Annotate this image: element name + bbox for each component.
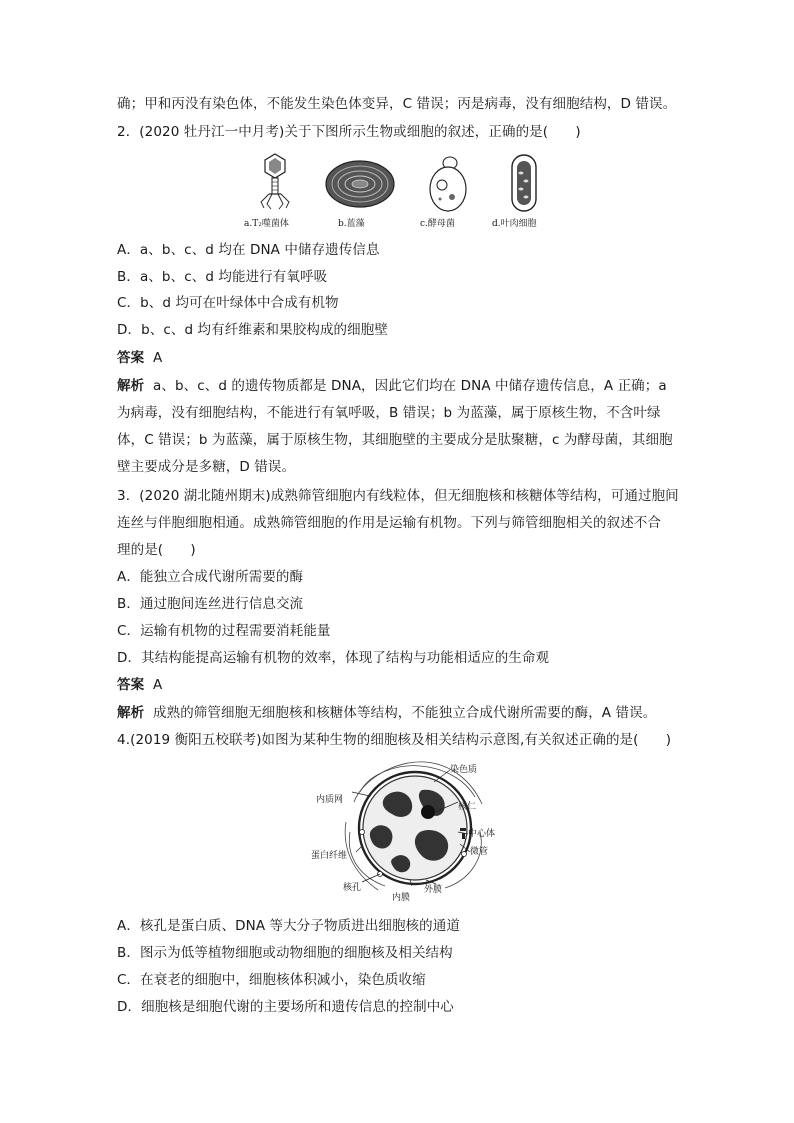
figure-label-a: a.T₂噬菌体 [244,219,289,229]
label-chromatin: 染色质 [450,765,478,775]
label-inner-membrane: 内膜 [392,893,411,903]
explanation-2-line-1 [117,377,667,395]
option-2b: B．a、b、c、d 均能进行有氧呼吸 [117,269,328,285]
leaf-cell-drawing [509,153,539,213]
option-2a: A．a、b、c、d 均在 DNA 中储存遗传信息 [117,242,380,258]
explanation-text: 成熟的筛管细胞无细胞核和核糖体等结构，不能独立合成代谢所需要的酶，A 错误。 [153,705,657,721]
explanation-2-line-3: 体，C 错误；b 为蓝藻，属于原核生物，其细胞壁的主要成分是肽聚糖，c 为酵母菌，其细胞 [117,432,673,448]
option-3a: A．能独立合成代谢所需要的酶 [117,569,304,585]
answer-value: A [153,350,163,366]
label-centrosome: 中心体 [468,829,496,839]
answer-label: 答案 [117,350,145,366]
answer-3 [117,676,162,694]
explanation-label: 解析 [117,378,145,394]
label-microtubule: 微管 [470,847,489,857]
label-nucleolus: 核仁 [458,802,477,812]
option-3c: C．运输有机物的过程需要消耗能量 [117,623,331,639]
question-4: 4.(2019 衡阳五校联考)如图为某种生物的细胞核及相关结构示意图,有关叙述正确的是( ) [117,732,672,748]
option-4a: A．核孔是蛋白质、DNA 等大分子物质进出细胞核的通道 [117,918,460,934]
explanation-label: 解析 [117,705,145,721]
figure-label-b: b.蓝藻 [338,219,365,229]
label-nuclear-pore: 核孔 [343,883,362,893]
figure-label-d: d.叶肉细胞 [492,219,537,229]
explanation-2-line-2: 为病毒，没有细胞结构，不能进行有氧呼吸，B 错误；b 为蓝藻，属于原核生物，不含叶绿 [117,405,661,421]
label-er: 内质网 [316,795,344,805]
question-3-line-2: 连丝与伴胞细胞相通。成熟筛管细胞的作用是运输有机物。下列与筛管细胞相关的叙述不合 [117,515,661,531]
label-outer-membrane: 外膜 [424,885,443,895]
question-2: 2．(2020 牡丹江一中月考)关于下图所示生物或细胞的叙述，正确的是( ) [117,124,581,140]
question-3-line-1: 3．(2020 湖北随州期末)成熟筛管细胞内有线粒体，但无细胞核和核糖体等结构，可通过胞间 [117,488,679,504]
option-2d: D．b、c、d 均有纤维素和果胶构成的细胞壁 [117,322,388,338]
option-3d: D．其结构能提高运输有机物的效率，体现了结构与功能相适应的生命观 [117,650,550,666]
phage-drawing [255,152,295,212]
option-2c: C．b、d 均可在叶绿体中合成有机物 [117,295,339,311]
cyanobacteria-drawing [325,160,395,210]
answer-2 [117,349,162,367]
label-protein-fiber: 蛋白纤维 [311,851,348,861]
explanation-text: a、b、c、d 的遗传物质都是 DNA，因此它们均在 DNA 中储存遗传信息，A 正确；a [153,378,667,394]
answer-label: 答案 [117,677,145,693]
answer-value: A [153,677,163,693]
explanation-3 [117,704,656,722]
option-4d: D．细胞核是细胞代谢的主要场所和遗传信息的控制中心 [117,999,454,1015]
explanation-2-line-4: 壁主要成分是多糖，D 错误。 [117,459,296,475]
option-4b: B．图示为低等植物细胞或动物细胞的细胞核及相关结构 [117,945,453,961]
option-3b: B．通过胞间连丝进行信息交流 [117,596,304,612]
figure-label-c: c.酵母菌 [420,219,455,229]
question-3-line-3: 理的是( ) [117,542,196,558]
text-line: 确；甲和丙没有染色体，不能发生染色体变异，C 错误；丙是病毒，没有细胞结构，D 错误。 [117,96,677,112]
option-4c: C．在衰老的细胞中，细胞核体积减小，染色质收缩 [117,972,426,988]
yeast-drawing [428,155,468,213]
